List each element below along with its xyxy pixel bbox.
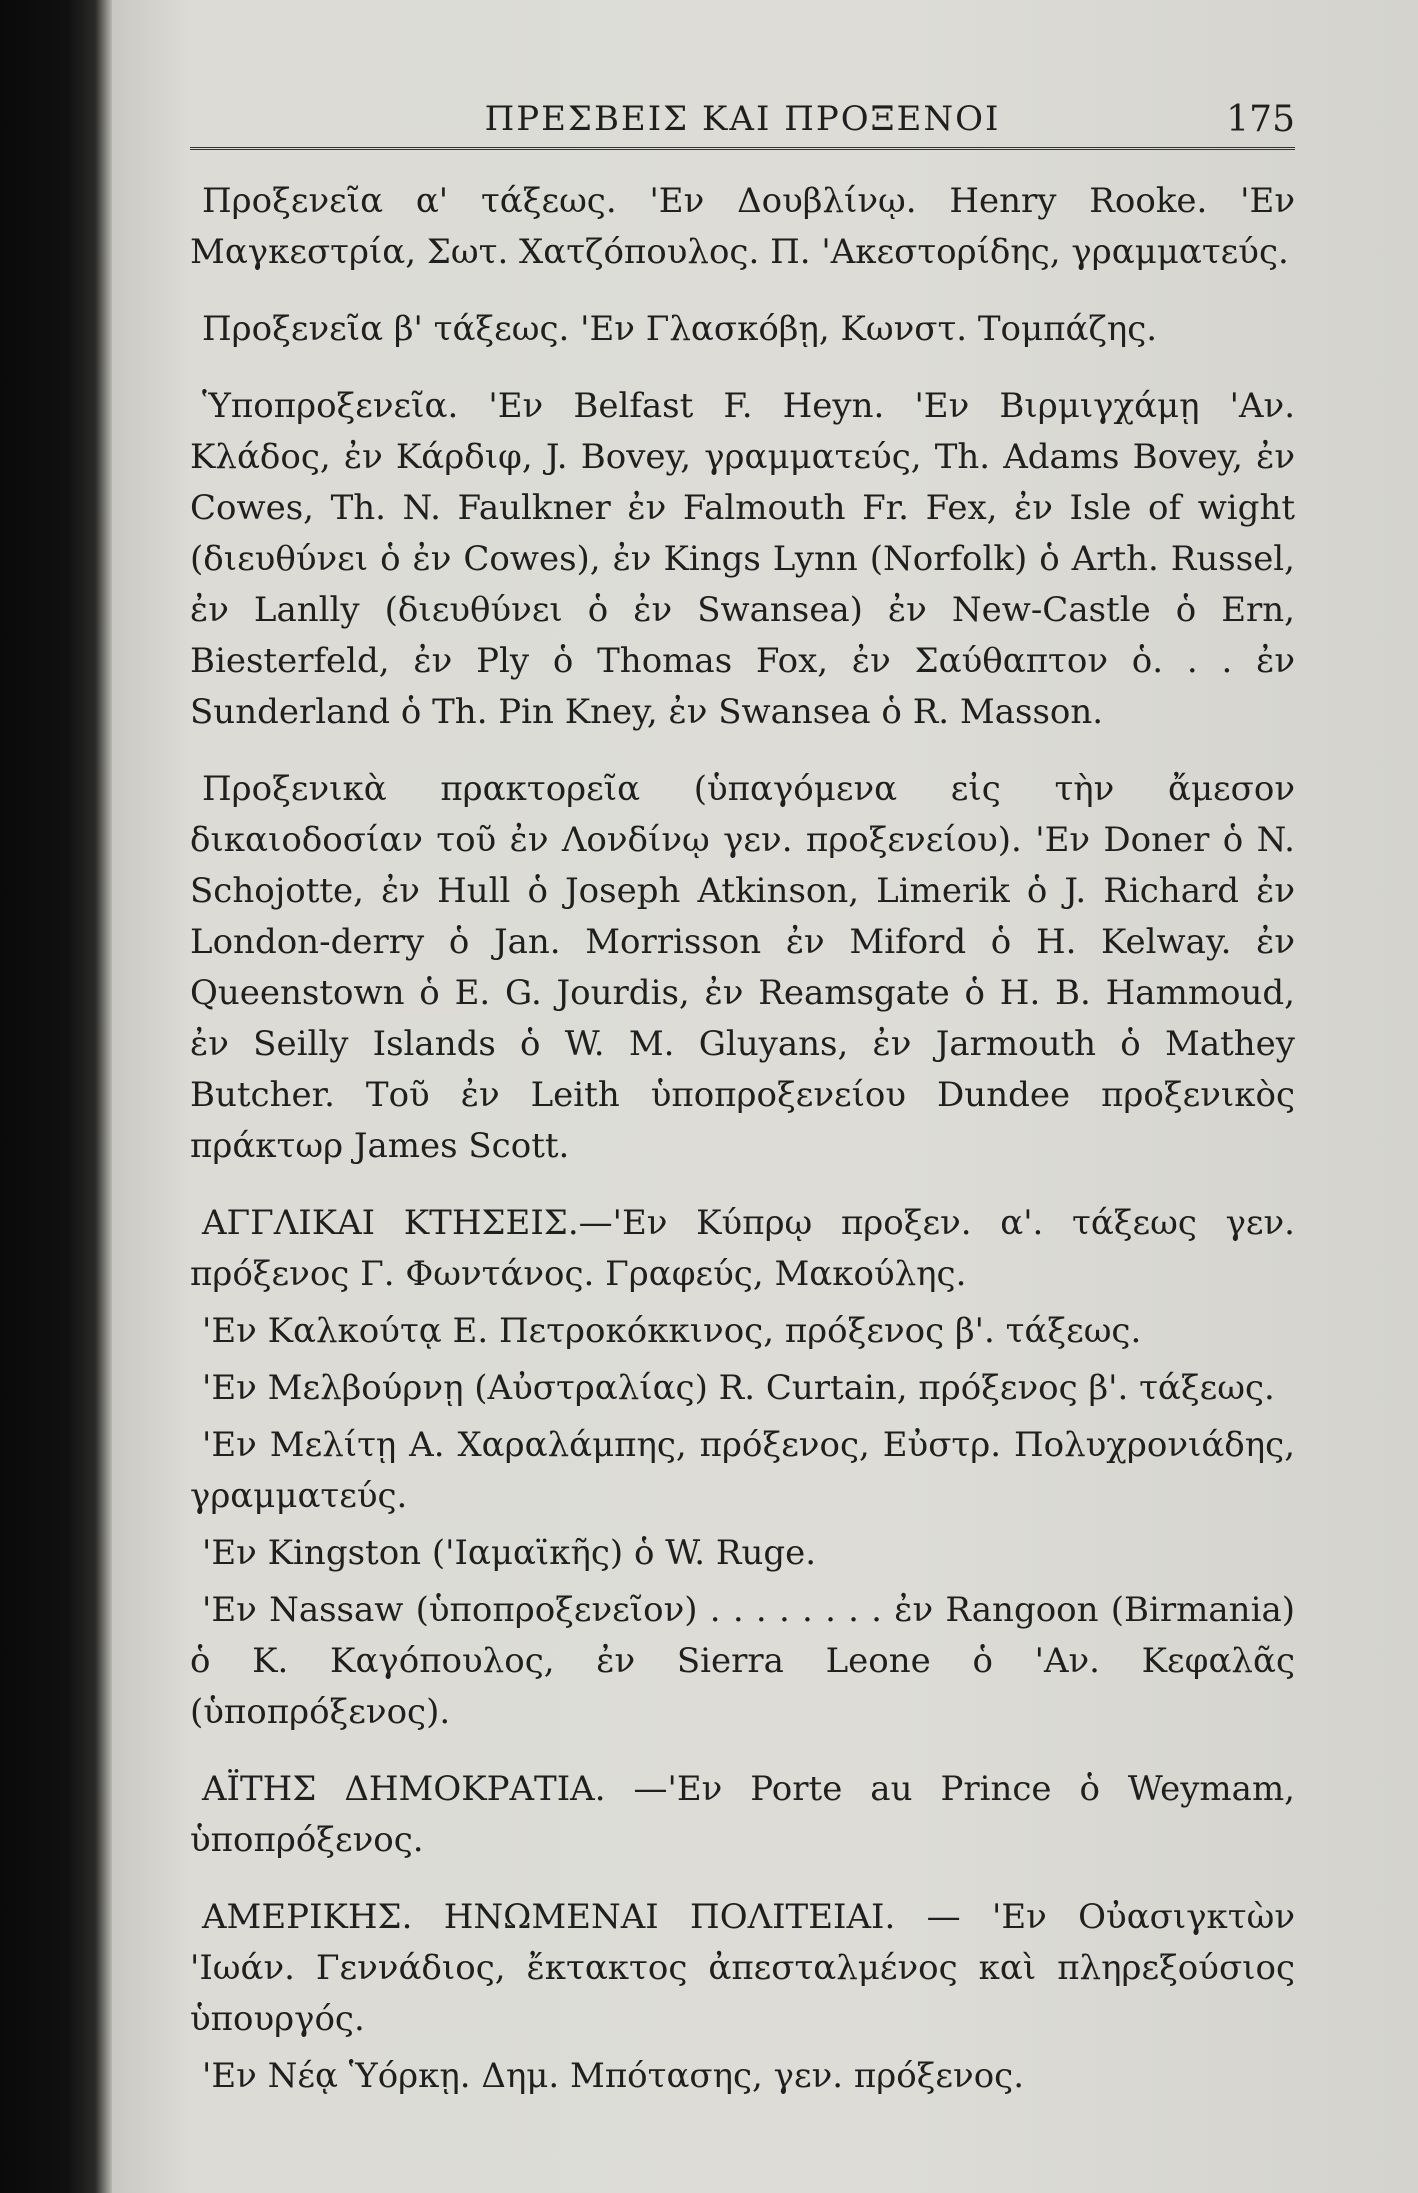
paragraph-malta: 'Εν Μελίτῃ Α. Χαραλάμπης, πρόξενος, Εὐστρ. Πολυχρονιάδης, γραμματεύς. (190, 1425, 1295, 1516)
paragraph-first-class-consulates: Προξενεῖα α' τάξεως. 'Εν Δουβλίνῳ. Henry Rooke. 'Εν Μαγκεστρία, Σωτ. Χατζόπουλος. Π. 'Ακεστορίδης, γραμματεύς. (190, 181, 1295, 272)
paragraph-melbourne: 'Εν Μελβούρνῃ (Αὐστραλίας) R. Curtain, πρόξενος β'. τάξεως. (202, 1368, 1275, 1408)
paragraph-new-york: 'Εν Νέᾳ Ὑόρκῃ. Δημ. Μπότασης, γεν. πρόξενος. (202, 2056, 1025, 2096)
paragraph-british-possessions-cyprus: ΑΓΓΛΙΚΑΙ ΚΤΗΣΕΙΣ.—'Εν Κύπρῳ προξεν. α'. τάξεως γεν. πρόξενος Γ. Φωντάνος. Γραφεύς, Μακούλης. (190, 1203, 1295, 1294)
paragraph-second-class-consulates: Προξενεῖα β' τάξεως. 'Εν Γλασκόβῃ, Κωνστ. Τομπάζης. (202, 309, 1158, 349)
paragraph-haiti: ΑΪΤΗΣ ΔΗΜΟΚΡΑΤΙΑ. —'Εν Porte au Prince ὁ Weymam, ὑποπρόξενος. (190, 1769, 1295, 1860)
paragraph-calcutta: 'Εν Καλκούτᾳ Ε. Πετροκόκκινος, πρόξενος β'. τάξεως. (202, 1311, 1142, 1351)
paragraph-united-states: ΑΜΕΡΙΚΗΣ. ΗΝΩΜΕΝΑΙ ΠΟΛΙΤΕΙΑΙ. — 'Εν Οὐασιγκτὼν 'Ιωάν. Γεννάδιος, ἔκτακτος ἀπεσταλμένος καὶ πληρεξούσιος ὑπουργός. (190, 1897, 1295, 2039)
book-gutter-shadow (0, 0, 112, 2193)
body-text (190, 176, 1295, 2102)
page-content (190, 95, 1295, 2108)
paragraph-vice-consulates: Ὑποπροξενεῖα. 'Εν Belfast F. Heyn. 'Εν Βιρμιγχάμῃ 'Αν. Κλάδος, ἐν Κάρδιφ, J. Bovey, γραμματεύς, Th. Adams Bovey, ἐν Cowes, Th. N. Faulkner ἐν Falmouth Fr. Fex, ἐν Isle of wight (διευθύνει ὁ ἐν Cowes), ἐν Kings Lynn (Norfolk) ὁ Arth. Russel, ἐν Lanlly (διευθύνει ὁ ἐν Swansea) ἐν New-Castle ὁ Ern, Biesterfeld, ἐν Ply ὁ Thomas Fox, ἐν Σαύθαπτον ὁ. . . ἐν Sunderland ὁ Th. Pin Kney, ἐν Swansea ὁ R. Masson. (190, 386, 1295, 732)
paragraph-kingston: 'Εν Kingston ('Ιαμαϊκῆς) ὁ W. Ruge. (202, 1533, 817, 1573)
page-header (190, 95, 1295, 150)
running-title: ΠΡΕΣΒΕΙΣ ΚΑΙ ΠΡΟΞΕΝΟΙ (484, 99, 1001, 139)
paragraph-nassau-rangoon: 'Εν Nassaw (ὑποπροξενεῖον) . . . . . . . . ἐν Rangoon (Birmania) ὁ Κ. Καγόπουλος, ἐν Sierra Leone ὁ 'Αν. Κεφαλᾶς (ὑποπρόξενος). (190, 1590, 1295, 1732)
page-number: 175 (1226, 99, 1295, 140)
paragraph-consular-agencies: Προξενικὰ πρακτορεῖα (ὑπαγόμενα εἰς τὴν ἄμεσον δικαιοδοσίαν τοῦ ἐν Λονδίνῳ γεν. προξενείου). 'Εν Doner ὁ N. Schojotte, ἐν Hull ὁ Joseph Atkinson, Limerik ὁ J. Richard ἐν London-derry ὁ Jan. Morrisson ἐν Miford ὁ H. Kelway. ἐν Queenstown ὁ E. G. Jourdis, ἐν Reamsgate ὁ H. B. Hammoud, ἐν Seilly Islands ὁ W. M. Gluyans, ἐν Jarmouth ὁ Mathey Butcher. Τοῦ ἐν Leith ὑποπροξενείου Dundee προξενικὸς πράκτωρ James Scott. (190, 769, 1295, 1166)
